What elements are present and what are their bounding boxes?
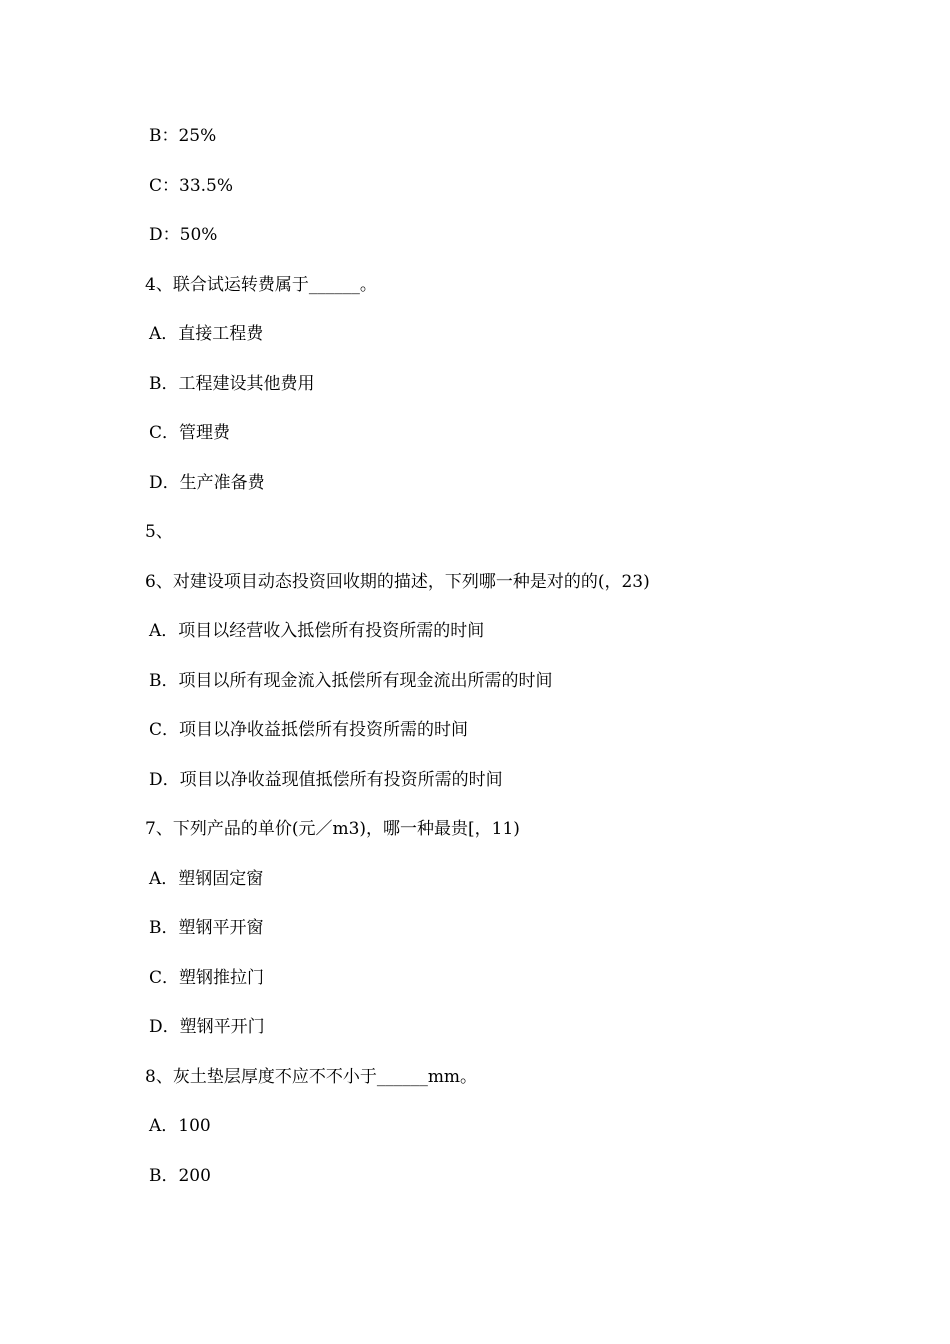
option-6a: A．项目以经营收入抵偿所有投资所需的时间 — [149, 621, 485, 641]
option-8b: B．200 — [149, 1166, 211, 1186]
option-6c: C．项目以净收益抵偿所有投资所需的时间 — [149, 720, 469, 740]
option-3c: C：33.5% — [149, 176, 234, 196]
question-7: 7、下列产品的单价(元／m3)，哪一种最贵[，11) — [145, 819, 520, 839]
option-4a: A．直接工程费 — [149, 324, 264, 344]
option-7c: C．塑钢推拉门 — [149, 968, 265, 988]
option-4b: B．工程建设其他费用 — [149, 374, 315, 394]
option-4d: D．生产准备费 — [149, 473, 265, 493]
option-6d: D．项目以净收益现值抵偿所有投资所需的时间 — [149, 770, 503, 790]
option-3d: D：50% — [149, 225, 218, 245]
option-7d: D．塑钢平开门 — [149, 1017, 265, 1037]
option-3b: B：25% — [149, 126, 217, 146]
option-6b: B．项目以所有现金流入抵偿所有现金流出所需的时间 — [149, 671, 553, 691]
question-8: 8、灰土垫层厚度不应不不小于______mm。 — [145, 1067, 478, 1087]
option-8a: A．100 — [149, 1116, 211, 1136]
question-5: 5、 — [145, 522, 173, 542]
question-4: 4、联合试运转费属于______。 — [145, 275, 377, 295]
option-7b: B．塑钢平开窗 — [149, 918, 264, 938]
question-6: 6、对建设项目动态投资回收期的描述，下列哪一种是对的的(，23) — [145, 572, 650, 592]
option-4c: C．管理费 — [149, 423, 231, 443]
option-7a: A．塑钢固定窗 — [149, 869, 264, 889]
